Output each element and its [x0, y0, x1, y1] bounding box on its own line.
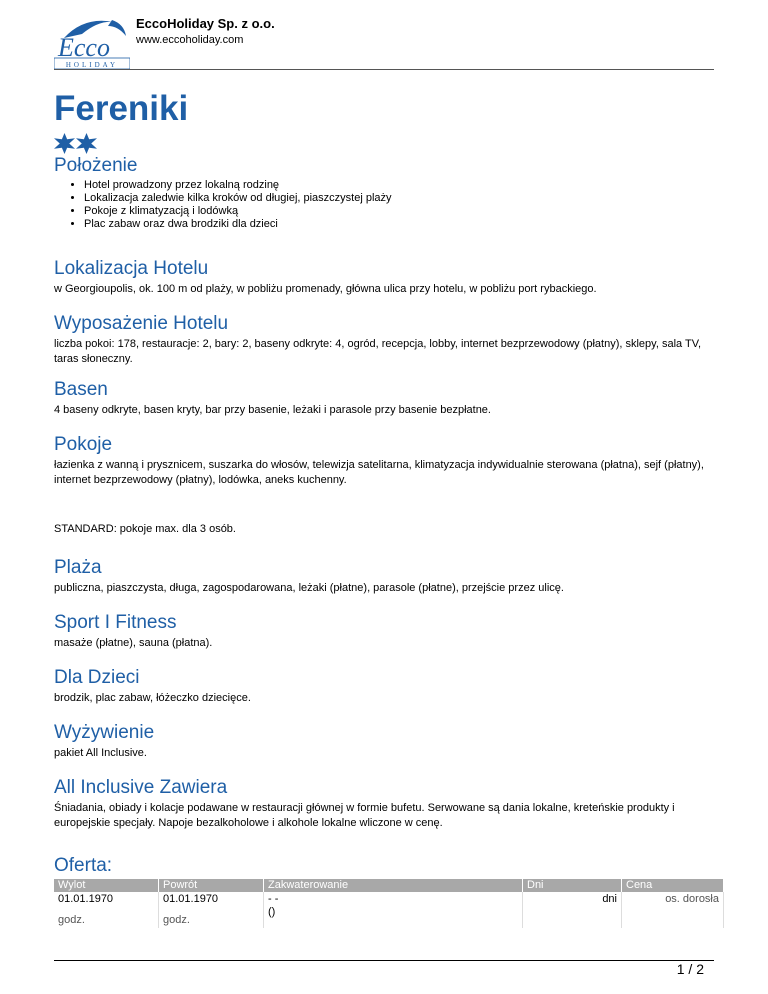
- cell-powrot: [159, 892, 264, 928]
- pokoje-standard: STANDARD: pokoje max. dla 3 osób.: [54, 523, 236, 535]
- basen-text: 4 baseny odkryte, basen kryty, bar przy basenie, leżaki i parasole przy basenie bezpłatne.: [54, 404, 491, 416]
- dni-value: dni: [602, 893, 617, 905]
- heading-oferta: Oferta:: [54, 855, 113, 876]
- all-inclusive-text: Śniadania, obiady i kolacje podawane w restauracji głównej w formie bufetu. Serwowane są dania lokalne, kreteńskie produkty i europejskie specjały. Napoje bezalkoholowe i alkohole lokalne wliczone w cenę.: [54, 802, 675, 829]
- col-wylot: Wylot: [54, 879, 159, 892]
- cell-zakwaterowanie: [264, 892, 523, 928]
- col-cena: Cena: [622, 879, 724, 892]
- footer-divider: [54, 960, 714, 961]
- page-header: [54, 12, 714, 70]
- zakwaterowanie-line1: - -: [268, 893, 279, 905]
- page-number: 1 / 2: [676, 961, 704, 977]
- col-zakwaterowanie: Zakwaterowanie: [264, 879, 523, 892]
- heading-polozenie: Położenie: [54, 155, 138, 176]
- lokalizacja-text: w Georgioupolis, ok. 100 m od plaży, w pobliżu promenady, główna ulica przy hotelu, w pobliżu port rybackiego.: [54, 283, 597, 295]
- heading-plaza: Plaża: [54, 557, 102, 578]
- cell-cena: [622, 892, 724, 928]
- ecco-holiday-logo: [54, 12, 130, 70]
- list-item: • Lokalizacja zaledwie kilka kroków od długiej, piaszczystej plaży: [84, 192, 714, 205]
- company-info: [136, 16, 275, 48]
- polozenie-list: [54, 179, 714, 231]
- sport-text: masaże (płatne), sauna (płatna).: [54, 637, 213, 649]
- heading-wyzywienie: Wyżywienie: [54, 722, 155, 743]
- heading-wyposazenie: Wyposażenie Hotelu: [54, 313, 229, 334]
- page-content: [54, 86, 719, 928]
- list-item: • Plac zabaw oraz dwa brodziki dla dzieci: [84, 218, 714, 231]
- logo-subtext: HOLIDAY: [65, 61, 119, 69]
- plaza-text: publiczna, piaszczysta, długa, zagospodarowana, leżaki (płatne), parasole (płatne), przejście przez ulicę.: [54, 582, 564, 594]
- cena-value: os. dorosła: [665, 893, 719, 905]
- list-item: • Pokoje z klimatyzacją i lodówką: [84, 205, 714, 218]
- star-icon: [54, 133, 75, 154]
- cell-dni: [523, 892, 622, 928]
- heading-basen: Basen: [54, 379, 108, 400]
- col-dni: Dni: [523, 879, 622, 892]
- heading-pokoje: Pokoje: [54, 434, 113, 455]
- company-url[interactable]: www.eccoholiday.com: [136, 34, 244, 46]
- wylot-date: 01.01.1970: [58, 893, 114, 905]
- powrot-date: 01.01.1970: [163, 893, 219, 905]
- star-icon: [76, 133, 97, 154]
- wyzywienie-text: pakiet All Inclusive.: [54, 747, 147, 759]
- wylot-time: godz.: [58, 914, 85, 926]
- table-header-row: [54, 879, 724, 892]
- heading-lokalizacja: Lokalizacja Hotelu: [54, 258, 209, 279]
- pokoje-text: łazienka z wanną i prysznicem, suszarka do włosów, telewizja satelitarna, klimatyzacja indywidualnie sterowana (płatna), sejf (płatny), internet bezprzewodowy (płatny), lodówka, aneks kuchenny.: [54, 459, 704, 486]
- offer-table: [54, 879, 724, 928]
- zakwaterowanie-line2: (): [268, 906, 276, 918]
- powrot-time: godz.: [163, 914, 190, 926]
- wyposazenie-text: liczba pokoi: 178, restauracje: 2, bary: 2, baseny odkryte: 4, ogród, recepcja, lobby, internet bezprzewodowy (płatny), sklepy, sala TV, taras słoneczny.: [54, 338, 702, 365]
- header-divider: [54, 69, 714, 70]
- logo-text: Ecco: [58, 33, 110, 62]
- table-row: [54, 892, 724, 928]
- heading-dzieci: Dla Dzieci: [54, 667, 140, 688]
- dzieci-text: brodzik, plac zabaw, łóżeczko dziecięce.: [54, 692, 251, 704]
- star-rating: [54, 133, 714, 155]
- heading-sport: Sport I Fitness: [54, 612, 177, 633]
- heading-all-inclusive: All Inclusive Zawiera: [54, 777, 228, 798]
- company-name: EccoHoliday Sp. z o.o.: [136, 16, 275, 31]
- list-item: • Hotel prowadzony przez lokalną rodzinę: [84, 179, 714, 192]
- hotel-title: Fereniki: [54, 89, 189, 128]
- col-powrot: Powrót: [159, 879, 264, 892]
- cell-wylot: [54, 892, 159, 928]
